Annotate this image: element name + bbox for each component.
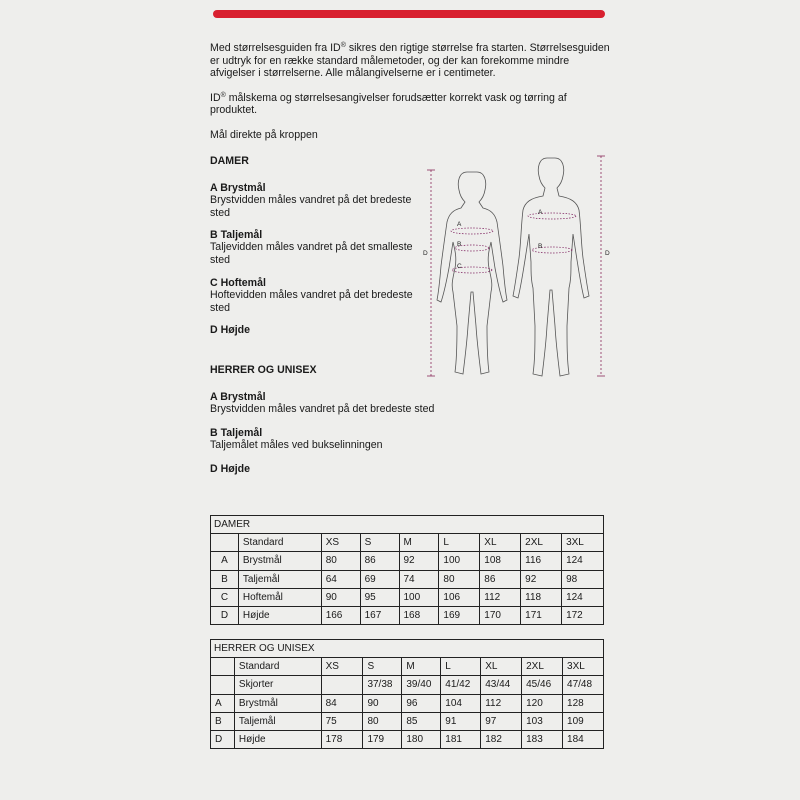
table-cell: 100 xyxy=(439,552,480,570)
table-cell: 109 xyxy=(563,712,604,730)
table-cell: M xyxy=(399,534,439,552)
female-label-c: C xyxy=(457,263,462,270)
table-cell: 178 xyxy=(321,730,363,748)
table-row xyxy=(211,730,604,748)
male-chest-line xyxy=(528,213,576,219)
table-cell: 2XL xyxy=(521,534,562,552)
damer-item-desc: Brystvidden måles vandret på det bredeste sted xyxy=(210,194,412,219)
intro-paragraph-2: ID® målskema og størrelsesangivelser forudsætter korrekt vask og tørring af produktet. xyxy=(210,91,567,117)
herrer-item-title: B Taljemål xyxy=(210,427,263,439)
table-cell: 124 xyxy=(562,588,604,606)
table-cell: 86 xyxy=(480,570,521,588)
table-cell: S xyxy=(363,658,402,676)
table-cell: 95 xyxy=(360,588,399,606)
table-cell: 116 xyxy=(521,552,562,570)
male-label-a: A xyxy=(538,209,543,216)
damer-item-title: B Taljemål xyxy=(210,229,263,241)
table-cell: 80 xyxy=(439,570,480,588)
table-cell: 120 xyxy=(522,694,563,712)
table-cell: 37/38 xyxy=(363,676,402,694)
table-cell: 96 xyxy=(402,694,441,712)
table-cell: 80 xyxy=(363,712,402,730)
male-silhouette xyxy=(513,158,589,376)
herrer-heading: HERRER OG UNISEX xyxy=(210,364,317,376)
table-cell: 108 xyxy=(480,552,521,570)
table-cell: XL xyxy=(480,534,521,552)
table-header-row xyxy=(211,534,604,552)
damer-heading: DAMER xyxy=(210,155,249,167)
table-cell: 104 xyxy=(441,694,481,712)
table-cell: XL xyxy=(481,658,522,676)
herrer-item-a xyxy=(210,391,450,416)
table-cell: Standard xyxy=(234,658,321,676)
table-cell: 169 xyxy=(439,606,480,624)
table-cell: L xyxy=(439,534,480,552)
table-row xyxy=(211,570,604,588)
herrer-size-table xyxy=(210,639,604,749)
table-cell: S xyxy=(360,534,399,552)
table-cell: 91 xyxy=(441,712,481,730)
table-cell: A xyxy=(211,694,235,712)
herrer-item-desc: Brystvidden måles vandret på det bredeste sted xyxy=(210,403,435,416)
table-cell: 172 xyxy=(562,606,604,624)
herrer-item-title: A Brystmål xyxy=(210,391,266,403)
table-row xyxy=(211,676,604,694)
herrer-item-desc: Taljemålet måles ved bukselinningen xyxy=(210,439,383,452)
damer-item-a xyxy=(210,182,415,219)
table-row xyxy=(211,552,604,570)
herrer-item-d: D Højde xyxy=(210,463,251,475)
damer-item-desc: Taljevidden måles vandret på det smalleste sted xyxy=(210,241,413,266)
table-cell: 92 xyxy=(399,552,439,570)
table-cell: 86 xyxy=(360,552,399,570)
table-cell: 97 xyxy=(481,712,522,730)
table-cell: 47/48 xyxy=(563,676,604,694)
female-label-a: A xyxy=(457,221,462,228)
damer-item-d: D Højde xyxy=(210,324,251,336)
table-cell: B xyxy=(211,712,235,730)
table-cell: 166 xyxy=(321,606,360,624)
table-cell: 45/46 xyxy=(522,676,563,694)
damer-table-title: DAMER xyxy=(211,516,604,534)
table-cell: 80 xyxy=(321,552,360,570)
table-cell: 2XL xyxy=(522,658,563,676)
damer-item-title: C Hoftemål xyxy=(210,277,266,289)
table-cell: 103 xyxy=(522,712,563,730)
table-cell: 118 xyxy=(521,588,562,606)
intro-paragraph-1: Med størrelsesguiden fra ID® sikres den rigtige størrelse fra starten. Størrelsesguiden er udtryk for en række standard målemetoder, og der kan forekomme mindre afvigelser i størrelserne. Alle målangivelserne er i centimeter. xyxy=(210,42,610,80)
table-cell: D xyxy=(211,606,239,624)
intro-text xyxy=(210,42,610,154)
table-cell: 90 xyxy=(363,694,402,712)
table-cell: 41/42 xyxy=(441,676,481,694)
table-cell: 181 xyxy=(441,730,481,748)
male-label-b: B xyxy=(538,243,543,250)
table-cell: 112 xyxy=(480,588,521,606)
table-cell: 124 xyxy=(562,552,604,570)
table-cell: 182 xyxy=(481,730,522,748)
table-cell: 90 xyxy=(321,588,360,606)
table-cell: 171 xyxy=(521,606,562,624)
damer-size-table xyxy=(210,515,604,625)
female-silhouette xyxy=(437,172,507,374)
table-cell: 75 xyxy=(321,712,363,730)
table-cell: 106 xyxy=(439,588,480,606)
table-cell: 43/44 xyxy=(481,676,522,694)
table-cell: 184 xyxy=(563,730,604,748)
table-cell: 64 xyxy=(321,570,360,588)
table-cell: 74 xyxy=(399,570,439,588)
table-row xyxy=(211,606,604,624)
table-row xyxy=(211,712,604,730)
table-cell xyxy=(211,534,239,552)
table-cell: C xyxy=(211,588,239,606)
table-cell: 167 xyxy=(360,606,399,624)
damer-item-c xyxy=(210,277,415,314)
table-cell: A xyxy=(211,552,239,570)
table-cell: Brystmål xyxy=(238,552,321,570)
table-cell: 85 xyxy=(402,712,441,730)
female-label-d: D xyxy=(423,250,428,257)
damer-item-desc: Hoftevidden måles vandret på det bredeste sted xyxy=(210,289,413,314)
intro-paragraph-3: Mål direkte på kroppen xyxy=(210,128,318,141)
table-cell: 39/40 xyxy=(402,676,441,694)
table-cell: L xyxy=(441,658,481,676)
male-label-d: D xyxy=(605,250,610,257)
table-cell: M xyxy=(402,658,441,676)
table-cell: 180 xyxy=(402,730,441,748)
table-cell: 84 xyxy=(321,694,363,712)
table-cell: Skjorter xyxy=(234,676,321,694)
female-label-b: B xyxy=(457,241,462,248)
table-cell: 183 xyxy=(522,730,563,748)
table-cell xyxy=(321,676,363,694)
table-cell: Brystmål xyxy=(234,694,321,712)
table-cell: 69 xyxy=(360,570,399,588)
brand-accent-bar xyxy=(213,10,605,18)
damer-item-title: A Brystmål xyxy=(210,182,266,194)
table-cell: 179 xyxy=(363,730,402,748)
table-cell: 3XL xyxy=(562,534,604,552)
table-cell: 100 xyxy=(399,588,439,606)
body-measurement-figure xyxy=(415,150,615,382)
table-cell: D xyxy=(211,730,235,748)
table-cell: Taljemål xyxy=(238,570,321,588)
table-row xyxy=(211,588,604,606)
table-cell: Taljemål xyxy=(234,712,321,730)
table-cell: Standard xyxy=(238,534,321,552)
table-cell: XS xyxy=(321,658,363,676)
herrer-item-b xyxy=(210,427,450,452)
table-cell: 98 xyxy=(562,570,604,588)
table-row xyxy=(211,694,604,712)
table-cell: B xyxy=(211,570,239,588)
table-cell: Hoftemål xyxy=(238,588,321,606)
table-cell: 170 xyxy=(480,606,521,624)
herrer-table-title: HERRER OG UNISEX xyxy=(211,640,604,658)
female-bust-line xyxy=(451,228,493,234)
table-cell: 3XL xyxy=(563,658,604,676)
table-cell: 168 xyxy=(399,606,439,624)
table-cell xyxy=(211,658,235,676)
table-cell: Højde xyxy=(234,730,321,748)
table-cell: Højde xyxy=(238,606,321,624)
table-cell: 92 xyxy=(521,570,562,588)
table-cell xyxy=(211,676,235,694)
table-cell: XS xyxy=(321,534,360,552)
damer-item-b xyxy=(210,229,415,266)
table-cell: 112 xyxy=(481,694,522,712)
table-cell: 128 xyxy=(563,694,604,712)
table-header-row xyxy=(211,658,604,676)
